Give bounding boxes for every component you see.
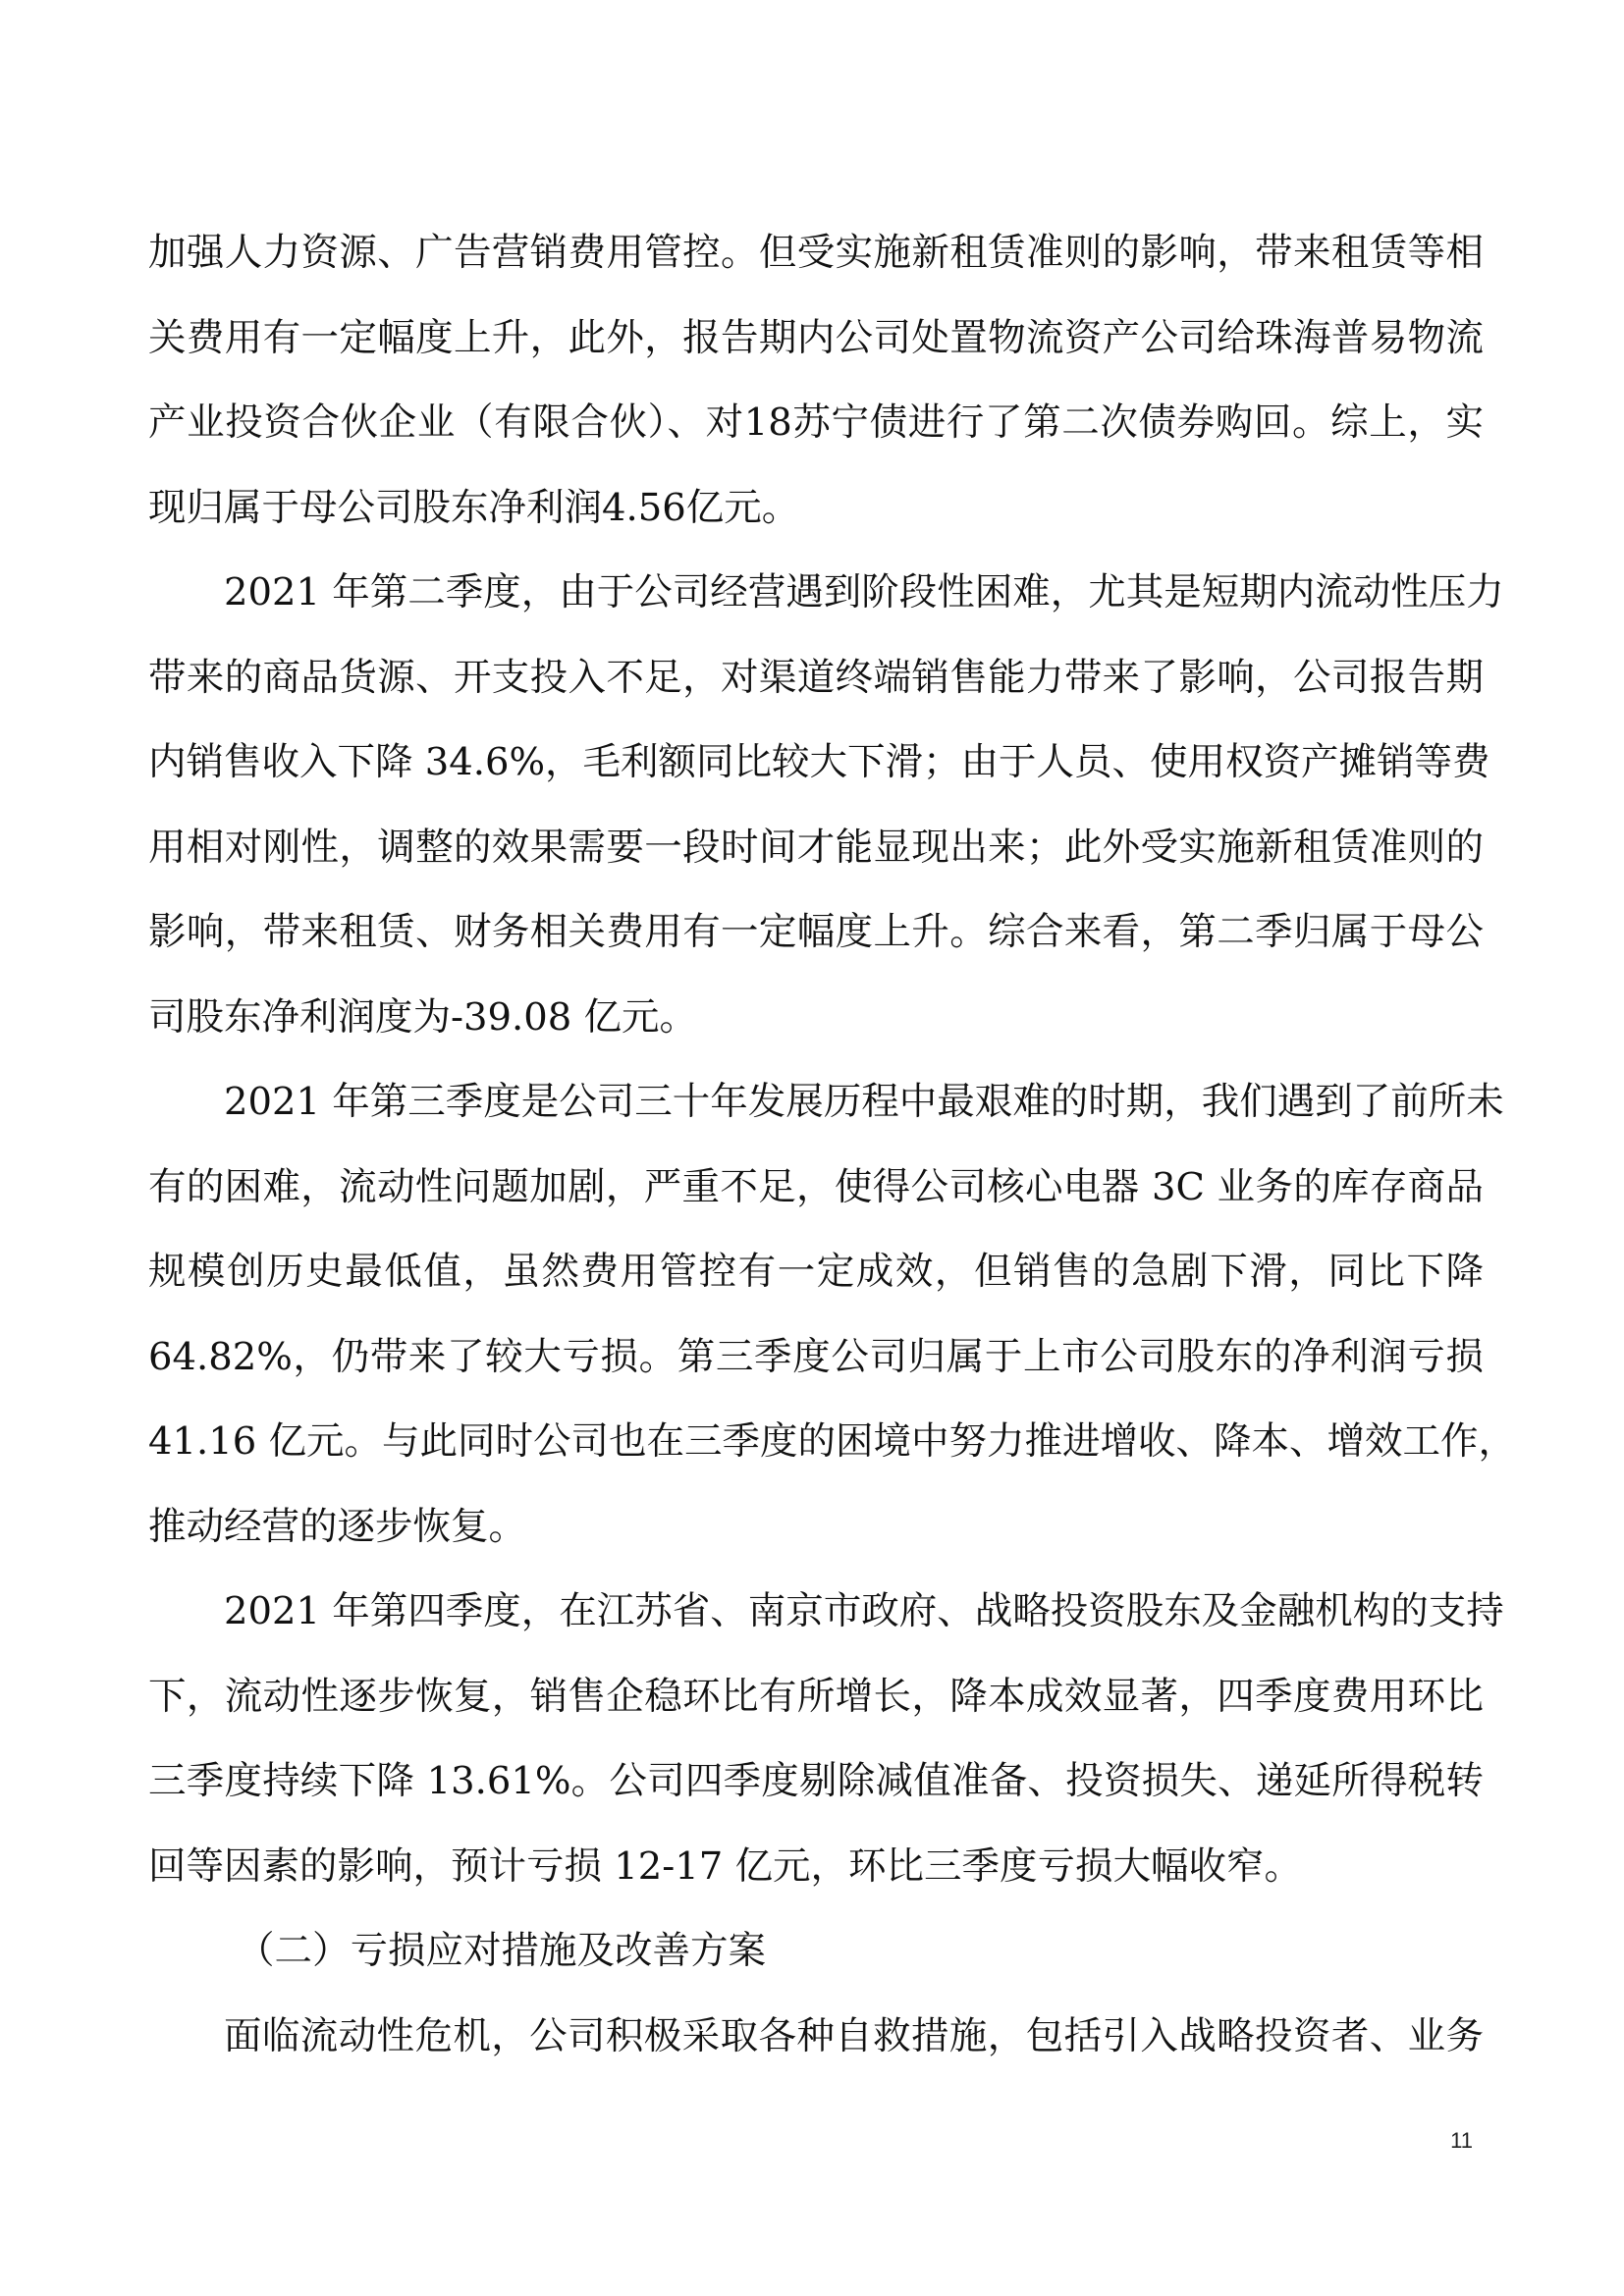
text-line: 司股东净利润度为-39.08 亿元。 (148, 994, 697, 1040)
text-line: 加强人力资源、广告营销费用管控。但受实施新租赁准则的影响，带来租赁等相 (148, 231, 1484, 275)
paragraph-q2 (148, 551, 1504, 1060)
text-line: 现归属于母公司股东净利润4.56亿元。 (148, 485, 800, 530)
text-line: 面临流动性危机，公司积极采取各种自救措施，包括引入战略投资者、业务 (224, 2013, 1484, 2058)
text-line: 用相对刚性，调整的效果需要一段时间才能显现出来；此外受实施新租赁准则的 (148, 825, 1484, 870)
text-line: 带来的商品货源、开支投入不足，对渠道终端销售能力带来了影响，公司报告期 (148, 655, 1484, 700)
text-line: 回等因素的影响，预计亏损 12-17 亿元，环比三季度亏损大幅收窄。 (148, 1843, 1302, 1889)
text-line: 三季度持续下降 13.61%。公司四季度剔除减值准备、投资损失、递延所得税转 (148, 1759, 1484, 1803)
paragraph-q3 (148, 1060, 1516, 1570)
text-line: 产业投资合伙企业（有限合伙）、对18苏宁债进行了第二次债券购回。综上，实 (148, 400, 1484, 445)
section-heading-text: （二）亏损应对措施及改善方案 (237, 1929, 767, 1973)
text-line: 规模创历史最低值，虽然费用管控有一定成效，但销售的急剧下滑，同比下降 (148, 1250, 1484, 1294)
text-line: 2021 年第四季度，在江苏省、南京市政府、战略投资股东及金融机构的支持 (224, 1589, 1504, 1633)
text-line: 推动经营的逐步恢复。 (148, 1504, 527, 1549)
text-line: 64.82%，仍带来了较大亏损。第三季度公司归属于上市公司股东的净利润亏损 (148, 1334, 1484, 1379)
body-text (148, 211, 1516, 2079)
paragraph-q4 (148, 1570, 1504, 1909)
text-line: 41.16 亿元。与此同时公司也在三季度的困境中努力推进增收、降本、增效工作， (148, 1419, 1516, 1464)
text-line: 有的困难，流动性问题加剧，严重不足，使得公司核心电器 3C 业务的库存商品 (148, 1164, 1484, 1209)
text-line: 内销售收入下降 34.6%，毛利额同比较大下滑；由于人员、使用权资产摊销等费 (148, 740, 1490, 784)
text-line: 2021 年第二季度，由于公司经营遇到阶段性困难，尤其是短期内流动性压力 (224, 570, 1504, 614)
text-line: 关费用有一定幅度上升，此外，报告期内公司处置物流资产公司给珠海普易物流 (148, 315, 1484, 360)
text-line: 2021 年第三季度是公司三十年发展历程中最艰难的时期，我们遇到了前所未 (224, 1080, 1504, 1124)
page-number: 11 (1450, 2128, 1473, 2153)
paragraph-measures (148, 1995, 1484, 2080)
text-line: 影响，带来租赁、财务相关费用有一定幅度上升。综合来看，第二季归属于母公 (148, 910, 1484, 954)
section-heading (148, 1909, 1484, 1995)
text-line: 下，流动性逐步恢复，销售企稳环比有所增长，降本成效显著，四季度费用环比 (148, 1674, 1484, 1719)
paragraph-q1-continued (148, 211, 1484, 551)
